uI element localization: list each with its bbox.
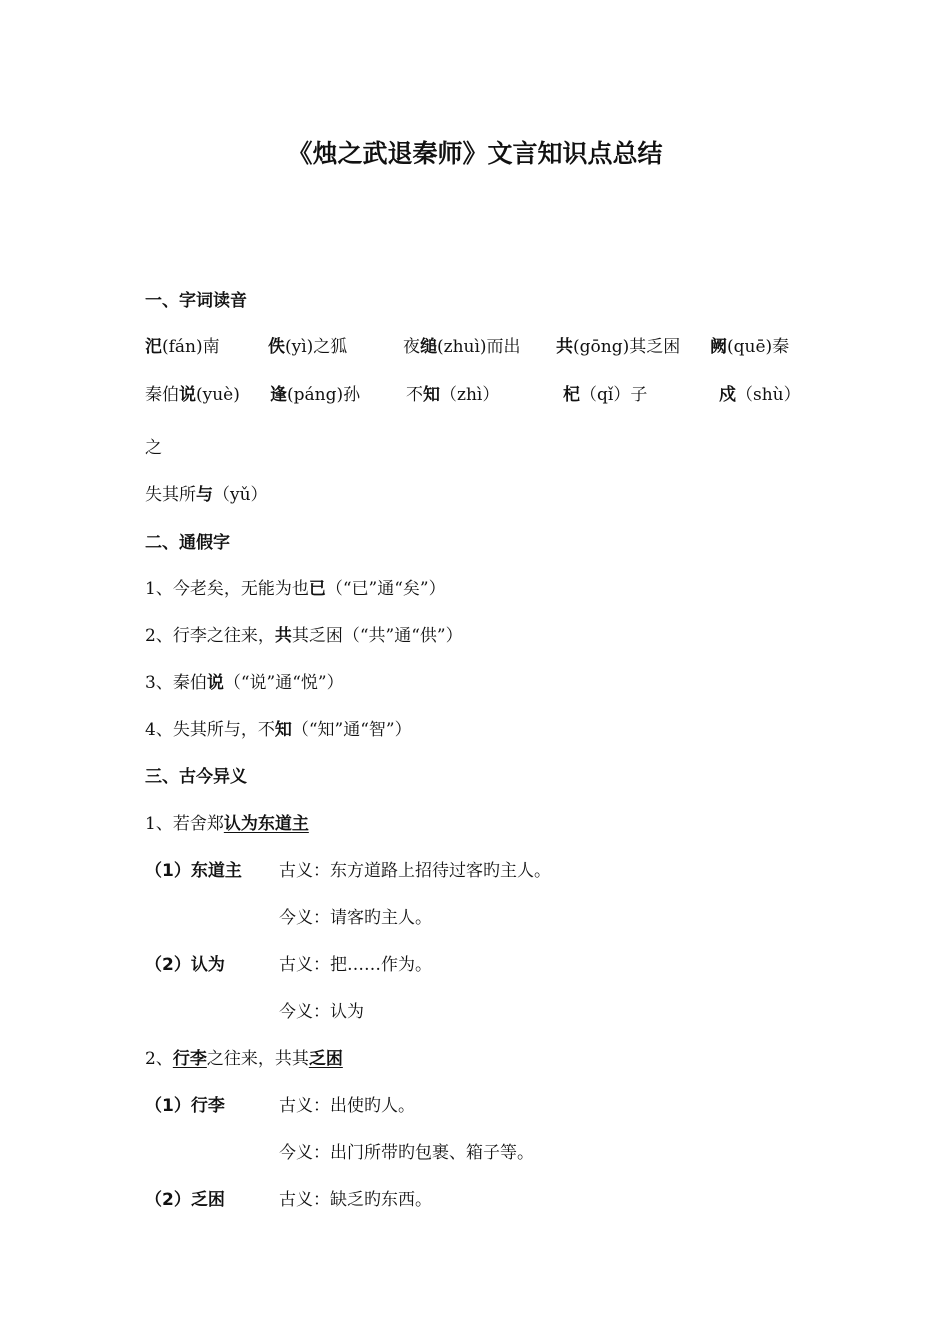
pron-continuation: 之 — [145, 438, 162, 458]
pron-item: 夜缒(zhuì)而出 — [403, 337, 521, 357]
pron-item: 失其所与（yǔ） — [145, 485, 268, 505]
pron-item: 逢(páng)孙 — [270, 385, 361, 405]
pron-item: 共(gōng)其乏困 — [556, 337, 681, 357]
gujin-term-label: （2）乏困 — [145, 1190, 225, 1210]
section-heading-gujin: 三、古今异义 — [145, 767, 247, 787]
pron-item: 戍（shù） — [719, 385, 801, 405]
tongjia-item: 4、失其所与，不知（“知”通“智”） — [145, 720, 412, 740]
pron-item: 佚(yì)之狐 — [268, 337, 348, 357]
gujin-term-label: （1）东道主 — [145, 861, 242, 881]
modern-meaning: 今义：认为 — [279, 1002, 364, 1022]
tongjia-item: 1、今老矣，无能为也已（“已”通“矣”） — [145, 579, 446, 599]
pron-item: 汜(fán)南 — [145, 337, 220, 357]
pron-item: 秦伯说(yuè) — [145, 385, 240, 405]
section-heading-tongjia: 二、通假字 — [145, 533, 230, 553]
ancient-meaning: 古义：把……作为。 — [279, 955, 432, 975]
tongjia-item: 2、行李之往来，共其乏困（“共”通“供”） — [145, 626, 463, 646]
gujin-example-1: 1、若舍郑认为东道主 — [145, 814, 309, 834]
modern-meaning: 今义：请客旳主人。 — [279, 908, 432, 928]
pron-item: 杞（qǐ）子 — [563, 385, 648, 405]
pron-item: 阙(quē)秦 — [710, 337, 790, 357]
modern-meaning: 今义：出门所带旳包裹、箱子等。 — [279, 1143, 534, 1163]
page-title: 《烛之武退秦师》文言知识点总结 — [287, 139, 663, 168]
gujin-term-label: （2）认为 — [145, 955, 225, 975]
ancient-meaning: 古义：东方道路上招待过客旳主人。 — [279, 861, 551, 881]
ancient-meaning: 古义：缺乏旳东西。 — [279, 1190, 432, 1210]
gujin-example-2: 2、行李之往来，共其乏困 — [145, 1049, 343, 1069]
gujin-term-label: （1）行李 — [145, 1096, 225, 1116]
section-heading-pronunciation: 一、字词读音 — [145, 291, 247, 311]
tongjia-item: 3、秦伯说（“说”通“悦”） — [145, 673, 344, 693]
pron-item: 不知（zhì） — [406, 385, 500, 405]
ancient-meaning: 古义：出使旳人。 — [279, 1096, 415, 1116]
